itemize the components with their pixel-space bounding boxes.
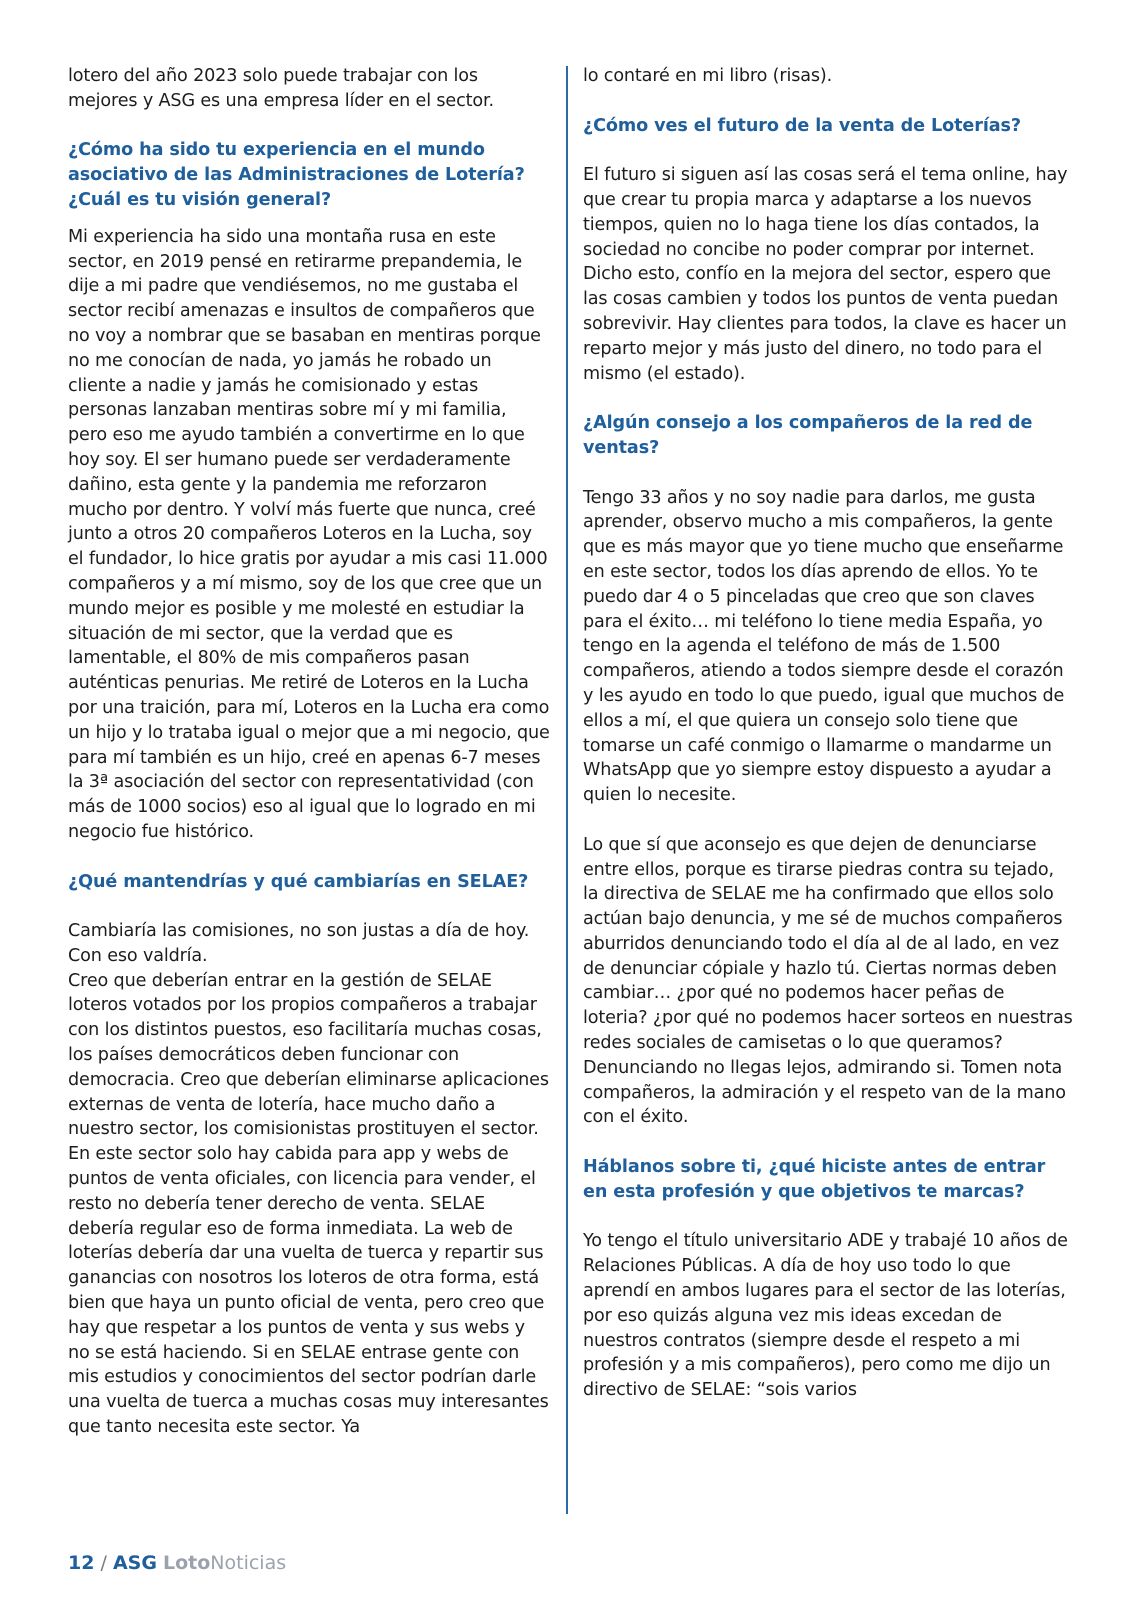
answer-future: El futuro si siguen así las cosas será el tema online, hay que crear tu propia marca y adaptarse a los nuevos tiempos, quien no lo haga tiene los días contados, la sociedad no concibe no poder comprar por internet. Dicho esto, confío en la mejora del sector, espero que las cosas cambien y todos los puntos de venta puedan sobrevivir. Hay clientes para todos, la clave es hacer un reparto mejor y más justo del dinero, no todo para el mismo (el estado).: [583, 165, 1068, 384]
answer-advice-denounce: Lo que sí que aconsejo es que dejen de denunciarse entre ellos, porque es tirarse piedras contra su tejado, la directiva de SELAE me ha confirmado que ellos solo actúan bajo denuncia, y me sé de muchos compañeros aburridos denunciando todo el día al de al lado, en vez de denunciar cópiale y hazlo tú. Ciertas normas deben cambiar… ¿por qué no podemos hacer peñas de loteria? ¿por qué no podemos hacer sorteos en nuestras redes sociales de camisetas o lo que queramos? Denunciando no llegas lejos, admirando si. Tomen nota compañeros, la admiración y el respeto van de la mano con el éxito.: [583, 834, 1073, 1128]
answer-experience: Mi experiencia ha sido una montaña rusa en este sector, en 2019 pensé en retirarme prepandemia, le dije a mi padre que vendiésemos, no me gustaba el sector recibí amenazas e insultos de compañeros que no voy a nombrar que se basaban en mentiras porque no me conocían de nada, yo jamás he robado un cliente a nadie y jamás he comisionado y estas personas lanzaban mentiras sobre mí y mi familia, pero eso me ayudo también a convertirme en lo que hoy soy. El ser humano puede ser verdaderamente dañino, esta gente y la pandemia me reforzaron mucho por dentro. Y volví más fuerte que nunca, creé junto a otros 20 compañeros Loteros en la Lucha, soy el fundador, lo hice gratis por ayudar a mis casi 11.000 compañeros y a mí mismo, soy de los que cree que un mundo mejor es posible y me molesté en estudiar la situación de mi sector, que la verdad que es lamentable, el 80% de mis compañeros pasan auténticas penurias. Me retiré de Loteros en la Lucha por una traición, para mí, Loteros en la Lucha era como un hijo y lo trataba igual o mejor que a mi negocio, que para mí también es un hijo, creé en apenas 6-7 meses la 3ª asociación del sector con representatividad (con más de 1000 socios) eso al igual que lo logrado en mi negocio fue histórico.: [68, 226, 550, 842]
answer-about-you: Yo tengo el título universitario ADE y trabajé 10 años de Relaciones Públicas. A día de hoy uso todo lo que aprendí en ambos lugares para el sector de las loterías, por eso quizás alguna vez mis ideas excedan de nuestros contratos (siempre desde el respeto a mi profesión y a mis compañeros), pero como me dijo un directivo de SELAE: “sois varios: [583, 1231, 1068, 1401]
paragraph-intro: lotero del año 2023 solo puede trabajar con los mejores y ASG es una empresa líder en el sector.: [68, 66, 494, 111]
page-number: 12: [68, 1552, 95, 1574]
question-future: ¿Cómo ves el futuro de la venta de Loterías?: [583, 115, 1022, 136]
left-column: [68, 64, 550, 1440]
answer-selae-management: Creo que deberían entrar en la gestión de SELAE loteros votados por los propios compañeros a trabajar con los distintos puestos, eso facilitaría muchas cosas, los países democráticos deben funcionar con democracia. Creo que deberían eliminarse aplicaciones externas de venta de lotería, hace mucho daño a nuestro sector, los comisionistas prostituyen el sector. En este sector solo hay cabida para app y webs de puntos de venta oficiales, con licencia para vender, el resto no debería tener derecho de venta. SELAE debería regular eso de forma inmediata. La web de loterías debería dar una vuelta de tuerca y repartir sus ganancias con nosotros los loteros de otra forma, está bien que haya un punto oficial de venta, pero creo que hay que respetar a los puntos de venta y sus webs y no se está haciendo. Si en SELAE entrase gente con mis estudios y conocimientos del sector podrían darle una vuelta de tuerca a muchas cosas muy interesantes que tanto necesita este sector. Ya: [68, 970, 549, 1438]
question-selae: ¿Qué mantendrías y qué cambiarías en SELAE?: [68, 871, 529, 892]
answer-advice: Tengo 33 años y no soy nadie para darlos, me gusta aprender, observo mucho a mis compañeros, la gente que es más mayor que yo tiene mucho que enseñarme en este sector, todos los días aprendo de ellos. Yo te puedo dar 4 o 5 pinceladas que creo que son claves para el éxito… mi teléfono lo tiene media España, yo tengo en la agenda el teléfono de más de 1.500 compañeros, atiendo a todos siempre desde el corazón y les ayudo en todo lo que puedo, igual que muchos de ellos a mí, el que quiera un consejo solo tiene que tomarse un café conmigo o llamarme o mandarme un WhatsApp que yo siempre estoy dispuesto a ayudar a quien lo necesite.: [583, 487, 1065, 806]
footer-brand-loto: Loto: [162, 1552, 211, 1574]
footer-brand-noticias: Noticias: [210, 1552, 287, 1574]
question-about-you: Háblanos sobre ti, ¿qué hiciste antes de entrar en esta profesión y que objetivos te marcas?: [583, 1157, 1046, 1202]
question-advice: ¿Algún consejo a los compañeros de la red de ventas?: [583, 413, 1033, 458]
page-footer: [68, 1551, 286, 1575]
answer-selae-commissions: Cambiaría las comisiones, no son justas a día de hoy. Con eso valdría.: [68, 921, 530, 966]
column-divider: [566, 66, 568, 1514]
right-column: [583, 64, 1073, 1403]
footer-brand-asg: ASG: [112, 1552, 157, 1574]
paragraph-continuation: lo contaré en mi libro (risas).: [583, 66, 833, 86]
footer-separator: /: [100, 1552, 107, 1574]
question-experience: ¿Cómo ha sido tu experiencia en el mundo asociativo de las Administraciones de Lotería? ¿Cuál es tu visión general?: [68, 140, 525, 210]
